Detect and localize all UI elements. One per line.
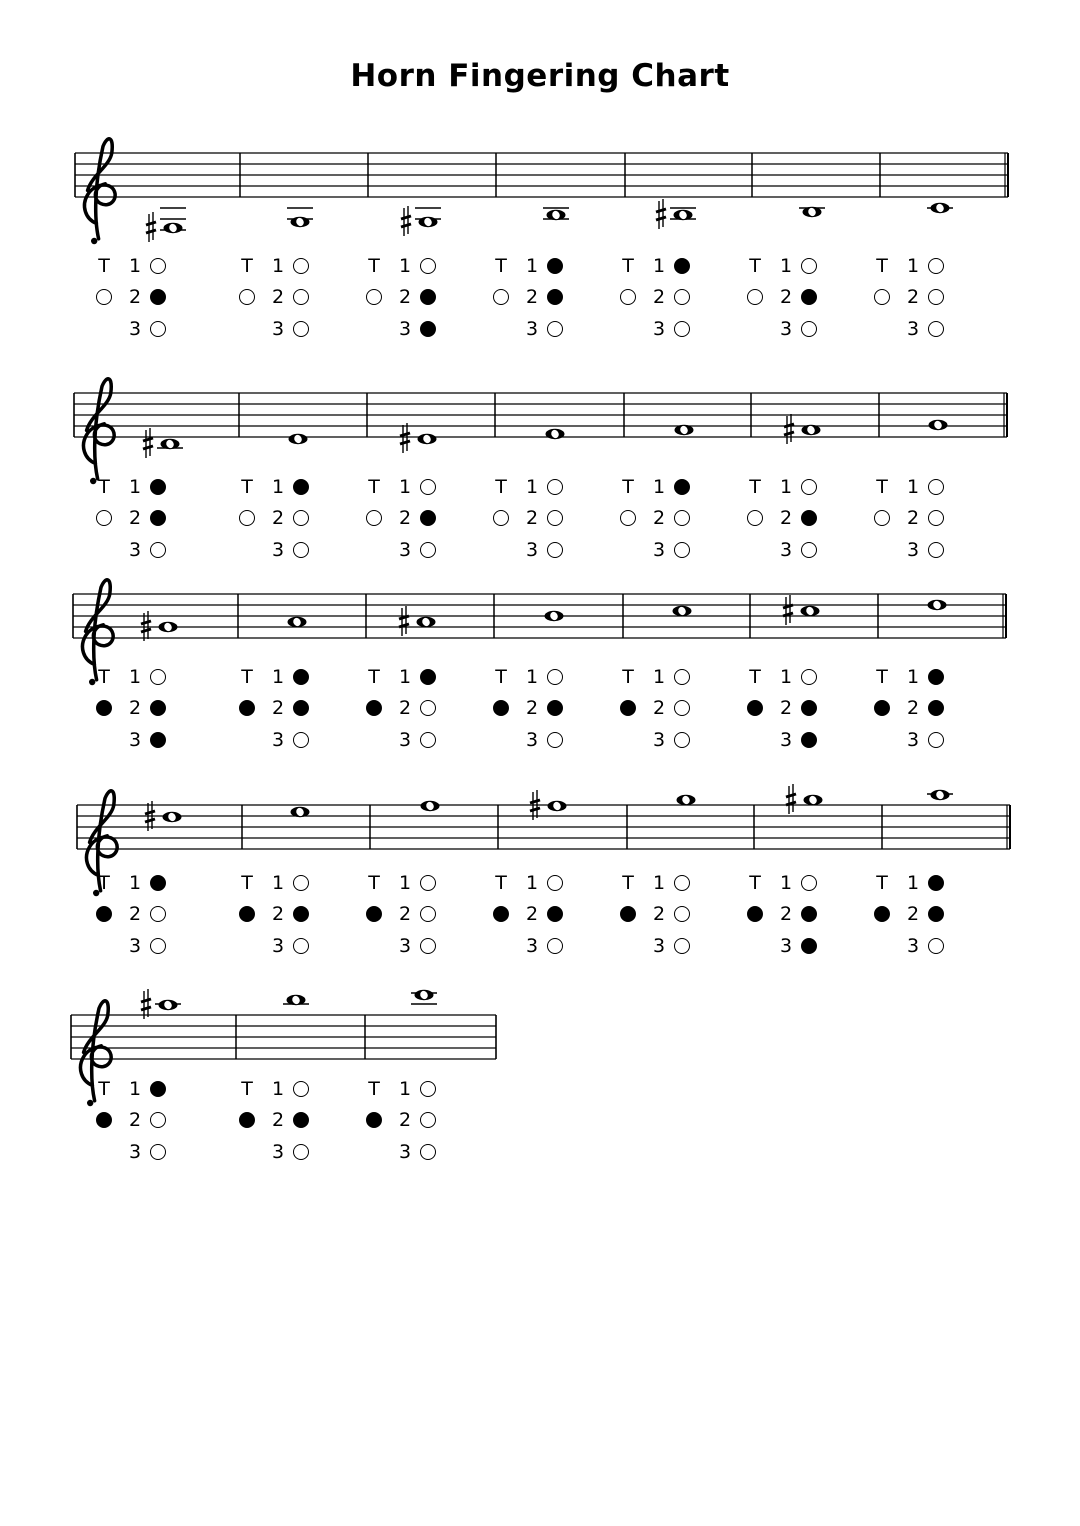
- label-thumb: T: [876, 666, 888, 688]
- valve-2-hole-open-icon: [420, 1112, 436, 1128]
- label-valve-3: 3: [652, 935, 666, 957]
- label-valve-1: 1: [128, 666, 142, 688]
- label-thumb: T: [368, 666, 380, 688]
- label-valve-3: 3: [525, 729, 539, 751]
- valve-3-hole-open-icon: [150, 1144, 166, 1160]
- valve-1-hole-closed-icon: [674, 479, 690, 495]
- label-valve-3: 3: [398, 935, 412, 957]
- valve-1-hole-open-icon: [547, 669, 563, 685]
- valve-2-hole-open-icon: [420, 906, 436, 922]
- note-4: [543, 208, 569, 220]
- valve-1-hole-open-icon: [801, 258, 817, 274]
- fingering-diagram: [365, 1079, 465, 1179]
- label-valve-2: 2: [906, 903, 920, 925]
- label-thumb: T: [495, 476, 507, 498]
- label-valve-2: 2: [652, 697, 666, 719]
- sharp-icon: [786, 784, 796, 814]
- label-valve-3: 3: [652, 539, 666, 561]
- valve-3-hole-open-icon: [420, 1144, 436, 1160]
- label-valve-2: 2: [525, 903, 539, 925]
- label-valve-3: 3: [525, 935, 539, 957]
- sharp-icon: [146, 212, 156, 242]
- label-thumb: T: [368, 1078, 380, 1100]
- note-6: [799, 207, 825, 218]
- label-thumb: T: [241, 872, 253, 894]
- label-valve-2: 2: [398, 903, 412, 925]
- thumb-hole-open-icon: [620, 289, 636, 305]
- label-thumb: T: [749, 666, 761, 688]
- label-valve-2: 2: [128, 903, 142, 925]
- label-valve-1: 1: [779, 255, 793, 277]
- valve-2-hole-open-icon: [928, 289, 944, 305]
- valve-1-hole-open-icon: [547, 479, 563, 495]
- label-valve-1: 1: [525, 255, 539, 277]
- label-valve-1: 1: [271, 255, 285, 277]
- label-valve-1: 1: [652, 476, 666, 498]
- valve-2-hole-closed-icon: [150, 289, 166, 305]
- label-valve-1: 1: [779, 476, 793, 498]
- valve-2-hole-closed-icon: [928, 906, 944, 922]
- valve-1-hole-open-icon: [420, 875, 436, 891]
- valve-1-hole-closed-icon: [674, 258, 690, 274]
- valve-1-hole-closed-icon: [547, 258, 563, 274]
- valve-2-hole-open-icon: [150, 906, 166, 922]
- label-thumb: T: [749, 255, 761, 277]
- sharp-icon: [784, 414, 794, 444]
- valve-2-hole-closed-icon: [801, 289, 817, 305]
- valve-1-hole-open-icon: [928, 258, 944, 274]
- sharp-icon: [143, 428, 153, 458]
- thumb-hole-open-icon: [493, 289, 509, 305]
- sharp-icon: [656, 199, 666, 229]
- valve-1-hole-open-icon: [674, 875, 690, 891]
- treble-clef-icon: [84, 139, 115, 244]
- note-2: [289, 434, 308, 445]
- staff-system-2: [0, 323, 1080, 463]
- note-3: [411, 990, 437, 1004]
- thumb-hole-closed-icon: [96, 1112, 112, 1128]
- label-valve-2: 2: [906, 697, 920, 719]
- sharp-icon: [401, 206, 411, 236]
- label-valve-3: 3: [779, 539, 793, 561]
- label-valve-3: 3: [906, 729, 920, 751]
- label-thumb: T: [876, 476, 888, 498]
- note-2: [283, 995, 309, 1006]
- staff-system-1: [0, 83, 1080, 223]
- label-thumb: T: [241, 666, 253, 688]
- label-valve-1: 1: [906, 666, 920, 688]
- valve-2-hole-open-icon: [293, 289, 309, 305]
- valve-2-hole-closed-icon: [928, 700, 944, 716]
- valve-2-hole-closed-icon: [420, 289, 436, 305]
- valve-2-hole-closed-icon: [293, 1112, 309, 1128]
- page-title: Horn Fingering Chart: [350, 58, 730, 94]
- label-valve-1: 1: [398, 666, 412, 688]
- valve-2-hole-open-icon: [674, 906, 690, 922]
- label-valve-3: 3: [652, 729, 666, 751]
- label-valve-3: 3: [779, 318, 793, 340]
- thumb-hole-closed-icon: [239, 1112, 255, 1128]
- label-valve-2: 2: [271, 1109, 285, 1131]
- note-4: [545, 611, 564, 622]
- label-thumb: T: [98, 872, 110, 894]
- thumb-hole-closed-icon: [96, 700, 112, 716]
- label-valve-2: 2: [398, 1109, 412, 1131]
- note-4: [546, 429, 565, 440]
- label-valve-2: 2: [128, 697, 142, 719]
- label-valve-2: 2: [779, 697, 793, 719]
- label-valve-1: 1: [652, 255, 666, 277]
- thumb-hole-closed-icon: [366, 700, 382, 716]
- label-thumb: T: [495, 255, 507, 277]
- thumb-hole-closed-icon: [747, 906, 763, 922]
- valve-2-hole-closed-icon: [801, 700, 817, 716]
- valve-2-hole-closed-icon: [293, 906, 309, 922]
- label-thumb: T: [98, 255, 110, 277]
- valve-2-hole-open-icon: [674, 289, 690, 305]
- label-valve-3: 3: [906, 539, 920, 561]
- label-valve-3: 3: [271, 729, 285, 751]
- label-thumb: T: [241, 1078, 253, 1100]
- label-valve-2: 2: [128, 1109, 142, 1131]
- label-valve-3: 3: [906, 318, 920, 340]
- valve-1-hole-open-icon: [420, 1081, 436, 1097]
- valve-1-hole-open-icon: [801, 479, 817, 495]
- note-2: [287, 208, 313, 227]
- label-valve-1: 1: [128, 476, 142, 498]
- label-valve-2: 2: [525, 286, 539, 308]
- label-valve-2: 2: [652, 286, 666, 308]
- label-valve-1: 1: [779, 872, 793, 894]
- valve-1-hole-open-icon: [420, 479, 436, 495]
- valve-1-hole-closed-icon: [420, 669, 436, 685]
- label-valve-2: 2: [779, 903, 793, 925]
- label-thumb: T: [98, 666, 110, 688]
- treble-clef-icon: [83, 379, 114, 484]
- label-valve-1: 1: [271, 476, 285, 498]
- valve-2-hole-open-icon: [674, 700, 690, 716]
- valve-2-hole-closed-icon: [150, 700, 166, 716]
- label-valve-1: 1: [652, 872, 666, 894]
- label-valve-3: 3: [398, 539, 412, 561]
- thumb-hole-open-icon: [874, 289, 890, 305]
- sharp-icon: [399, 606, 409, 636]
- staff-system-4: [0, 735, 1080, 875]
- valve-1-hole-open-icon: [150, 669, 166, 685]
- thumb-hole-open-icon: [96, 289, 112, 305]
- label-valve-1: 1: [906, 872, 920, 894]
- note-3: [399, 606, 436, 636]
- label-thumb: T: [98, 476, 110, 498]
- thumb-hole-closed-icon: [493, 906, 509, 922]
- valve-1-hole-closed-icon: [150, 479, 166, 495]
- label-valve-1: 1: [398, 872, 412, 894]
- thumb-hole-closed-icon: [366, 906, 382, 922]
- note-1: [143, 428, 183, 458]
- label-valve-2: 2: [271, 903, 285, 925]
- label-valve-1: 1: [128, 255, 142, 277]
- label-valve-2: 2: [398, 286, 412, 308]
- valve-2-hole-closed-icon: [801, 906, 817, 922]
- note-6: [783, 595, 820, 625]
- label-thumb: T: [495, 666, 507, 688]
- thumb-hole-closed-icon: [620, 700, 636, 716]
- label-valve-1: 1: [906, 255, 920, 277]
- staff-system-5: [0, 945, 1080, 1085]
- note-3: [400, 423, 437, 453]
- valve-1-hole-open-icon: [293, 1081, 309, 1097]
- label-valve-3: 3: [128, 1141, 142, 1163]
- label-valve-1: 1: [398, 255, 412, 277]
- note-3: [421, 801, 440, 812]
- label-valve-1: 1: [525, 476, 539, 498]
- note-3: [401, 206, 441, 236]
- label-valve-3: 3: [398, 1141, 412, 1163]
- label-valve-3: 3: [271, 935, 285, 957]
- valve-1-hole-open-icon: [801, 875, 817, 891]
- label-valve-3: 3: [398, 729, 412, 751]
- label-thumb: T: [622, 666, 634, 688]
- label-valve-1: 1: [525, 666, 539, 688]
- label-valve-3: 3: [271, 539, 285, 561]
- valve-1-hole-closed-icon: [928, 669, 944, 685]
- valve-1-hole-open-icon: [928, 479, 944, 495]
- note-6: [786, 784, 823, 814]
- label-valve-3: 3: [525, 318, 539, 340]
- thumb-hole-closed-icon: [874, 906, 890, 922]
- label-valve-2: 2: [779, 286, 793, 308]
- thumb-hole-open-icon: [239, 289, 255, 305]
- label-thumb: T: [98, 1078, 110, 1100]
- fingering-diagram: [238, 1079, 338, 1179]
- thumb-hole-closed-icon: [239, 700, 255, 716]
- label-valve-2: 2: [128, 507, 142, 529]
- label-valve-1: 1: [779, 666, 793, 688]
- label-valve-2: 2: [906, 507, 920, 529]
- label-thumb: T: [368, 255, 380, 277]
- label-valve-1: 1: [128, 1078, 142, 1100]
- valve-1-hole-closed-icon: [150, 875, 166, 891]
- thumb-hole-closed-icon: [874, 700, 890, 716]
- note-7: [927, 790, 953, 801]
- valve-1-hole-open-icon: [674, 669, 690, 685]
- thumb-hole-closed-icon: [239, 906, 255, 922]
- note-7: [929, 420, 948, 431]
- thumb-hole-closed-icon: [493, 700, 509, 716]
- thumb-hole-closed-icon: [366, 1112, 382, 1128]
- label-valve-3: 3: [398, 318, 412, 340]
- sharp-icon: [783, 595, 793, 625]
- label-valve-1: 1: [271, 872, 285, 894]
- label-valve-3: 3: [779, 935, 793, 957]
- label-valve-3: 3: [128, 729, 142, 751]
- label-valve-1: 1: [906, 476, 920, 498]
- label-valve-3: 3: [128, 318, 142, 340]
- label-valve-2: 2: [652, 903, 666, 925]
- valve-2-hole-closed-icon: [547, 906, 563, 922]
- label-valve-3: 3: [128, 539, 142, 561]
- label-valve-2: 2: [779, 507, 793, 529]
- label-thumb: T: [622, 255, 634, 277]
- note-5: [673, 606, 692, 617]
- valve-1-hole-open-icon: [801, 669, 817, 685]
- label-valve-1: 1: [271, 666, 285, 688]
- valve-3-hole-open-icon: [293, 1144, 309, 1160]
- valve-1-hole-open-icon: [547, 875, 563, 891]
- valve-2-hole-closed-icon: [547, 700, 563, 716]
- thumb-hole-closed-icon: [747, 700, 763, 716]
- label-valve-2: 2: [525, 697, 539, 719]
- thumb-hole-open-icon: [366, 289, 382, 305]
- label-valve-1: 1: [652, 666, 666, 688]
- label-valve-1: 1: [525, 872, 539, 894]
- label-valve-2: 2: [128, 286, 142, 308]
- valve-1-hole-open-icon: [150, 258, 166, 274]
- label-valve-2: 2: [652, 507, 666, 529]
- valve-2-hole-closed-icon: [547, 289, 563, 305]
- label-thumb: T: [876, 872, 888, 894]
- valve-1-hole-closed-icon: [928, 875, 944, 891]
- sharp-icon: [400, 423, 410, 453]
- label-valve-3: 3: [906, 935, 920, 957]
- label-thumb: T: [622, 476, 634, 498]
- label-valve-2: 2: [271, 286, 285, 308]
- note-2: [288, 617, 307, 628]
- label-thumb: T: [749, 872, 761, 894]
- valve-1-hole-open-icon: [293, 258, 309, 274]
- thumb-hole-open-icon: [747, 289, 763, 305]
- label-thumb: T: [368, 872, 380, 894]
- thumb-hole-closed-icon: [620, 906, 636, 922]
- valve-1-hole-closed-icon: [150, 1081, 166, 1097]
- label-thumb: T: [368, 476, 380, 498]
- label-thumb: T: [622, 872, 634, 894]
- fingering-diagram: [95, 1079, 195, 1179]
- note-1: [146, 208, 186, 242]
- note-7: [927, 203, 953, 214]
- note-6: [784, 414, 821, 444]
- label-valve-2: 2: [398, 507, 412, 529]
- valve-1-hole-closed-icon: [293, 669, 309, 685]
- valve-2-hole-closed-icon: [293, 700, 309, 716]
- valve-2-hole-open-icon: [420, 700, 436, 716]
- label-valve-3: 3: [525, 539, 539, 561]
- label-valve-3: 3: [779, 729, 793, 751]
- valve-2-hole-open-icon: [150, 1112, 166, 1128]
- thumb-hole-closed-icon: [96, 906, 112, 922]
- valve-1-hole-open-icon: [420, 258, 436, 274]
- label-valve-3: 3: [128, 935, 142, 957]
- valve-1-hole-closed-icon: [293, 479, 309, 495]
- label-valve-2: 2: [271, 697, 285, 719]
- label-valve-1: 1: [398, 1078, 412, 1100]
- label-valve-1: 1: [398, 476, 412, 498]
- label-valve-3: 3: [271, 318, 285, 340]
- label-thumb: T: [241, 476, 253, 498]
- label-thumb: T: [876, 255, 888, 277]
- label-valve-3: 3: [271, 1141, 285, 1163]
- label-valve-2: 2: [271, 507, 285, 529]
- label-thumb: T: [495, 872, 507, 894]
- label-thumb: T: [749, 476, 761, 498]
- staff-system-3: [0, 524, 1080, 664]
- valve-1-hole-open-icon: [293, 875, 309, 891]
- note-5: [677, 795, 696, 806]
- note-5: [656, 199, 696, 229]
- label-valve-1: 1: [271, 1078, 285, 1100]
- label-valve-1: 1: [128, 872, 142, 894]
- label-thumb: T: [241, 255, 253, 277]
- label-valve-2: 2: [398, 697, 412, 719]
- note-7: [928, 600, 947, 611]
- label-valve-2: 2: [906, 286, 920, 308]
- label-valve-3: 3: [652, 318, 666, 340]
- label-valve-2: 2: [525, 507, 539, 529]
